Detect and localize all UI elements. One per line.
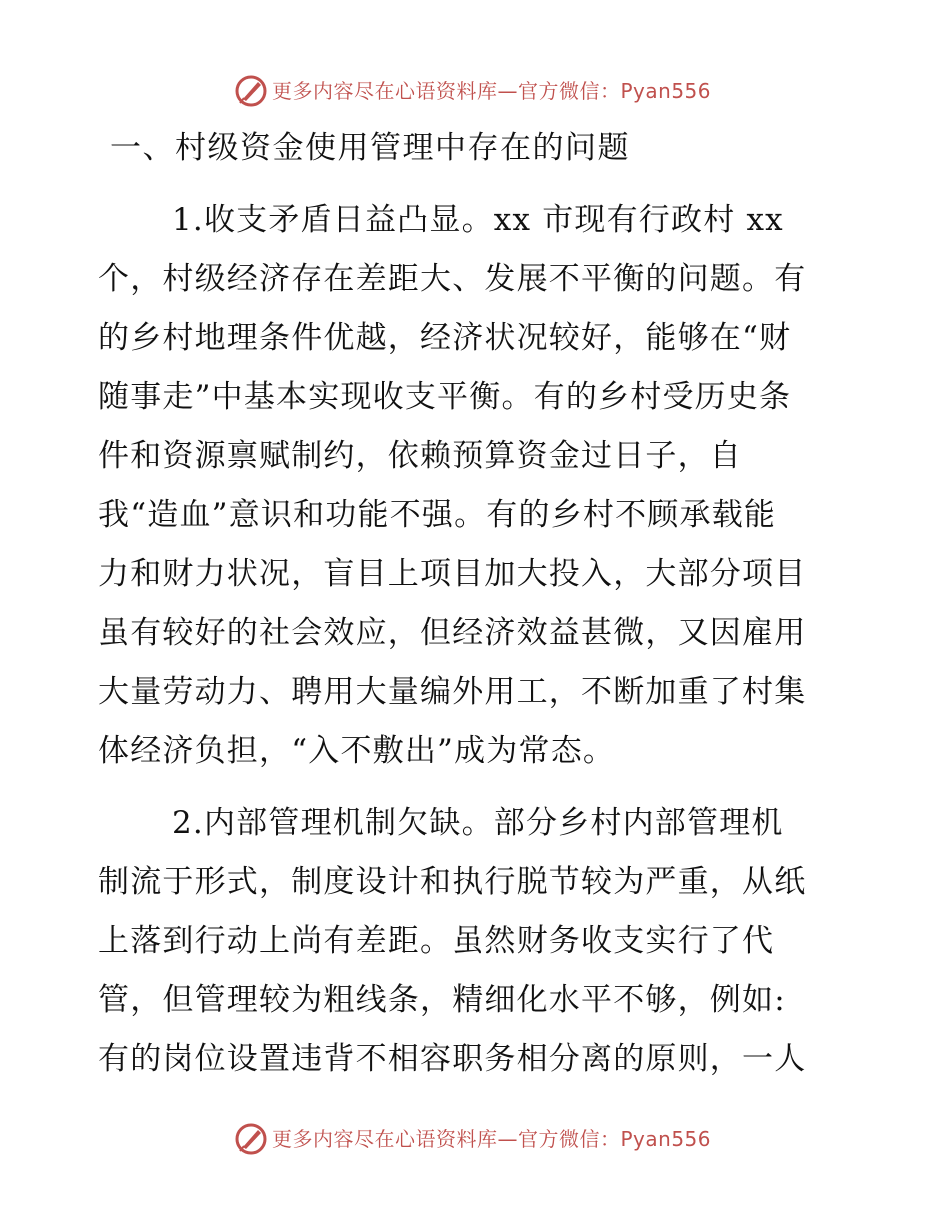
watermark-banner-top: [0, 72, 950, 112]
paragraph-line: 体经济负担，“入不敷出”成为常态。: [98, 733, 616, 769]
paragraph-line: 我“造血”意识和功能不强。有的乡村不顾承载能: [98, 497, 777, 533]
quill-logo-icon: [234, 1122, 268, 1156]
section-heading: 一、村级资金使用管理中存在的问题: [110, 130, 630, 166]
paragraph-line: 虽有较好的社会效应，但经济效益甚微，又因雇用: [98, 615, 807, 651]
paragraph-line: 大量劳动力、聘用大量编外用工，不断加重了村集: [98, 674, 807, 710]
paragraph-line: 力和财力状况，盲目上项目加大投入，大部分项目: [98, 556, 807, 592]
paragraph-line: 的乡村地理条件优越，经济状况较好，能够在“财: [98, 320, 792, 356]
watermark-text: 更多内容尽在心语资料库—官方微信：Pyan556: [272, 79, 712, 103]
paragraph-line: 上落到行动上尚有差距。虽然财务收支实行了代: [98, 923, 775, 959]
watermark-text: 更多内容尽在心语资料库—官方微信：Pyan556: [272, 1127, 712, 1151]
paragraph-line: 个，村级经济存在差距大、发展不平衡的问题。有: [98, 261, 807, 297]
paragraph-line: 管，但管理较为粗线条，精细化水平不够，例如:: [98, 982, 786, 1018]
paragraph-line: 2.内部管理机制欠缺。部分乡村内部管理机: [172, 805, 784, 841]
paragraph-line: 有的岗位设置违背不相容职务相分离的原则，一人: [98, 1041, 807, 1077]
paragraph-line: 随事走”中基本实现收支平衡。有的乡村受历史条: [98, 379, 792, 415]
paragraph-line: 件和资源禀赋制约，依赖预算资金过日子，自: [98, 438, 742, 474]
quill-logo-icon: [234, 74, 268, 108]
watermark-banner-bottom: [0, 1120, 950, 1160]
paragraph-line: 1.收支矛盾日益凸显。xx 市现有行政村 xx: [172, 202, 784, 238]
paragraph-line: 制流于形式，制度设计和执行脱节较为严重，从纸: [98, 864, 807, 900]
